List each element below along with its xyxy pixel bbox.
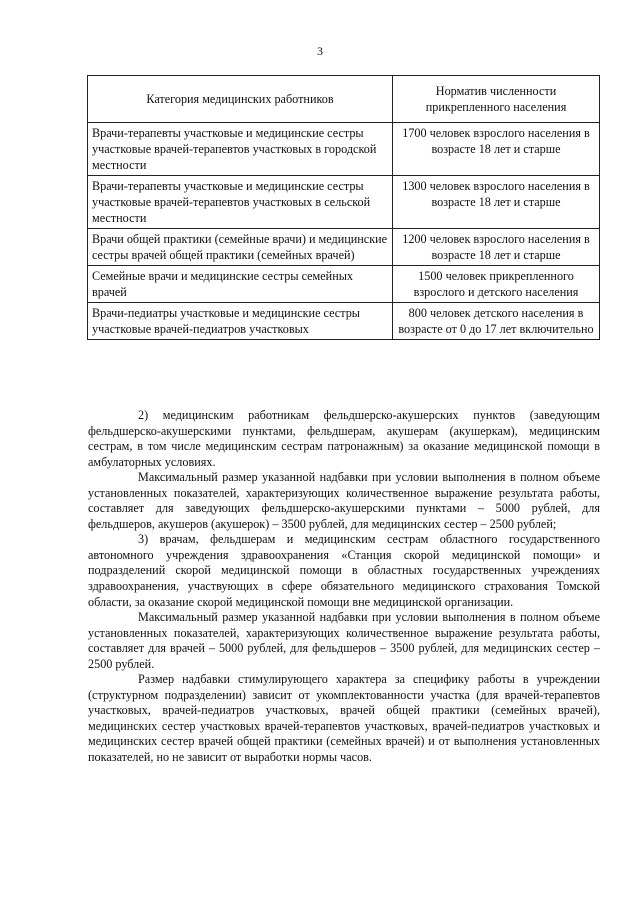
paragraph-item-3: 3) врачам, фельдшерам и медицинским сестрам областного государственного автономного учреждения здравоохранения «Станция скорой медицинской помощи» и подразделений скорой медицинской помощи в областных государственных учреждениях здравоохранения, участвующих в сфере обязательного медицинского страхования Томской области, за оказание скорой медицинской помощи вне медицинской организации. bbox=[88, 532, 600, 609]
cell-norm: 800 человек детского населения в возрасте от 0 до 17 лет включительно bbox=[393, 303, 600, 340]
table-row bbox=[88, 303, 600, 340]
cell-category: Врачи-терапевты участковые и медицинские сестры участковые врачей-терапевтов участковых в сельской местности bbox=[88, 176, 393, 229]
table-row bbox=[88, 229, 600, 266]
paragraph-max-allowance-fap: Максимальный размер указанной надбавки при условии выполнения в полном объеме установленных показателей, характеризующих количественное выражение результата работы, составляет для заведующих фельдшерско-акушерскими пунктами – 5000 рублей, для фельдшеров, акушеров (акушерок) – 3500 рублей, для медицинских сестер – 2500 рублей; bbox=[88, 470, 600, 531]
table-header-row bbox=[88, 76, 600, 123]
paragraph-allowance-conditions: Размер надбавки стимулирующего характера за специфику работы в учреждении (структурном подразделении) зависит от укомплектованности участка (для врачей-терапевтов участковых, врачей-педиатров участковых, врачей общей практики (семейных врачей), медицинских сестер участковых врачей-терапевтов участковых, врачей-педиатров участковых и медицинских сестер врачей общей практики (семейных врачей) и от выполнения установленных показателей, но не зависит от выработки нормы часов. bbox=[88, 672, 600, 765]
cell-category: Врачи общей практики (семейные врачи) и медицинские сестры врачей общей практики (семейных врачей) bbox=[88, 229, 393, 266]
table-row bbox=[88, 176, 600, 229]
paragraph-max-allowance-ambulance: Максимальный размер указанной надбавки при условии выполнения в полном объеме установленных показателей, характеризующих количественное выражение результата работы, составляет для врачей – 5000 рублей, для фельдшеров – 3500 рублей, для медицинских сестер – 2500 рублей. bbox=[88, 610, 600, 671]
cell-category: Врачи-педиатры участковые и медицинские сестры участковые врачей-педиатров участковых bbox=[88, 303, 393, 340]
cell-norm: 1500 человек прикрепленного взрослого и детского населения bbox=[393, 266, 600, 303]
document-body bbox=[88, 408, 600, 766]
cell-norm: 1300 человек взрослого населения в возрасте 18 лет и старше bbox=[393, 176, 600, 229]
cell-norm: 1200 человек взрослого населения в возрасте 18 лет и старше bbox=[393, 229, 600, 266]
header-norm: Норматив численности прикрепленного населения bbox=[393, 76, 600, 123]
cell-norm: 1700 человек взрослого населения в возрасте 18 лет и старше bbox=[393, 123, 600, 176]
table-row bbox=[88, 266, 600, 303]
page-number: 3 bbox=[317, 44, 323, 58]
cell-category: Семейные врачи и медицинские сестры семейных врачей bbox=[88, 266, 393, 303]
table-row bbox=[88, 123, 600, 176]
header-category: Категория медицинских работников bbox=[88, 76, 393, 123]
staffing-norms-table bbox=[87, 75, 600, 340]
paragraph-item-2: 2) медицинским работникам фельдшерско-акушерских пунктов (заведующим фельдшерско-акушерскими пунктами, фельдшерам, акушерам (акушеркам), медицинским сестрам, в том числе медицинским сестрам патронажным) за оказание медицинской помощи в амбулаторных условиях. bbox=[88, 408, 600, 469]
cell-category: Врачи-терапевты участковые и медицинские сестры участковые врачей-терапевтов участковых в городской местности bbox=[88, 123, 393, 176]
